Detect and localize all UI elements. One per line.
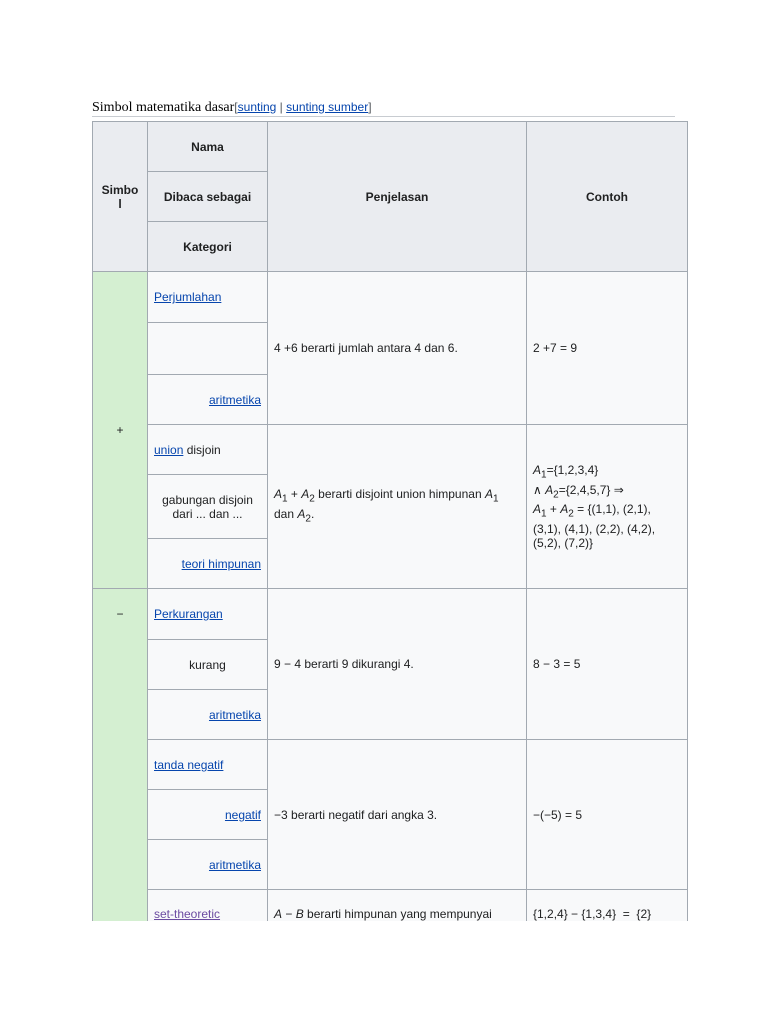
name-cell [148, 272, 268, 323]
example-cell: $A_1=\{1,2,3,4\}$ ∧ $A_2=\{2,4,5,7\}$ ⇒ $A_1 + A_2 = \{(1,1)$, (2,1), (3,1), (4,1), (2,2), (4,2), (5,2), (7,2)} [527, 425, 688, 589]
section-heading [92, 99, 675, 117]
edit-link[interactable]: sunting [237, 100, 277, 114]
symbol-cell-plus: + [93, 272, 148, 589]
name-link[interactable]: union [154, 442, 184, 457]
table-row [93, 425, 688, 475]
read-as-cell: gabungan disjoin dari ... dan ... [148, 475, 268, 539]
table-row [93, 740, 688, 790]
table-row [93, 272, 688, 323]
category-cell [148, 690, 268, 740]
math-symbols-table [92, 121, 688, 940]
header-example: Contoh [527, 122, 688, 272]
read-as-cell [148, 323, 268, 375]
example-cell: −(−5) = 5 [527, 740, 688, 890]
explanation-cell: 9 − 4 berarti 9 dikurangi 4. [268, 589, 527, 740]
category-cell [148, 840, 268, 890]
name-cell: union disjoin [148, 425, 268, 475]
explanation-cell: $A_1 + A_2$ berarti disjoint union himpunan $A_1$ dan $A_2$. [268, 425, 527, 589]
symbol-cell-minus: − [93, 589, 148, 940]
category-cell [148, 375, 268, 425]
category-link[interactable]: aritmetika [208, 707, 261, 722]
edit-links: [sunting | sunting sumber] [234, 100, 372, 114]
category-link[interactable]: aritmetika [208, 857, 261, 872]
edit-source-link[interactable]: sunting sumber [286, 100, 369, 114]
example-cell: 2 +7 = 9 [527, 272, 688, 425]
read-as-cell: kurang [148, 640, 268, 690]
header-category: Kategori [148, 222, 268, 272]
name-link[interactable]: tanda negatif [154, 757, 224, 772]
explanation-cell: A − B berarti himpunan yang mempunyai [268, 890, 527, 940]
explanation-cell: −3 berarti negatif dari angka 3. [268, 740, 527, 890]
header-read-as: Dibaca sebagai [148, 172, 268, 222]
read-as-link[interactable]: negatif [224, 807, 261, 822]
header-symbol: Simbo l [93, 122, 148, 272]
table-row [93, 589, 688, 640]
name-link[interactable]: Perjumlahan [154, 290, 222, 304]
name-cell [148, 740, 268, 790]
name-link[interactable]: Perkurangan [154, 607, 223, 621]
page-bottom-margin [0, 921, 768, 1024]
header-name: Nama [148, 122, 268, 172]
read-as-cell [148, 790, 268, 840]
example-cell: 8 − 3 = 5 [527, 589, 688, 740]
name-cell [148, 589, 268, 640]
category-link[interactable]: teori himpunan [181, 556, 261, 571]
section-title: Simbol matematika dasar [92, 100, 235, 115]
header-explanation: Penjelasan [268, 122, 527, 272]
example-cell: {1,2,4} − {1,3,4} = {2} [527, 890, 688, 940]
category-cell [148, 539, 268, 589]
explanation-cell: 4 +6 berarti jumlah antara 4 dan 6. [268, 272, 527, 425]
name-link[interactable]: set-theoretic [154, 907, 221, 921]
category-link[interactable]: aritmetika [208, 392, 261, 407]
